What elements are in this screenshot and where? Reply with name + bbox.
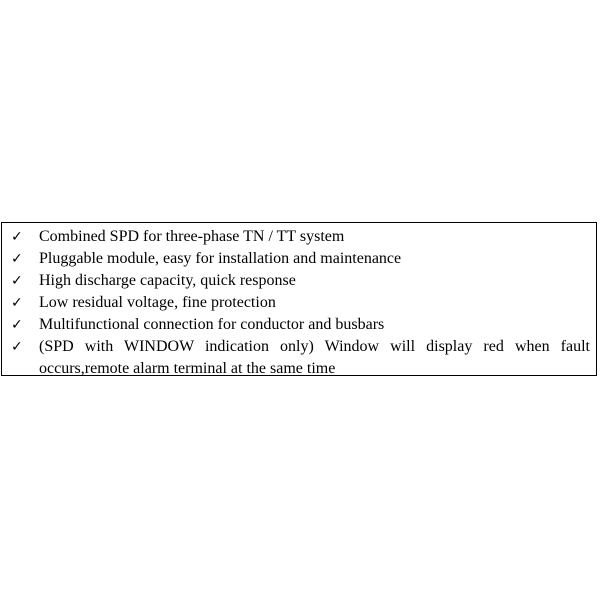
check-icon: ✓ [11, 251, 23, 267]
list-item [2, 226, 596, 248]
feature-text: Low residual voltage, fine protection [39, 294, 276, 311]
feature-list [2, 223, 596, 380]
feature-text: High discharge capacity, quick response [39, 272, 296, 289]
check-icon: ✓ [11, 317, 23, 333]
feature-text: Multifunctional connection for conductor and busbars [39, 316, 385, 333]
list-item [2, 292, 596, 314]
check-icon: ✓ [11, 273, 23, 289]
feature-text: Combined SPD for three-phase TN / TT system [39, 228, 345, 245]
list-item [2, 248, 596, 270]
feature-text [39, 336, 596, 380]
check-icon: ✓ [11, 229, 23, 245]
list-item [2, 270, 596, 292]
list-item [2, 336, 596, 380]
check-icon: ✓ [11, 339, 23, 355]
list-item [2, 314, 596, 336]
check-icon: ✓ [11, 295, 23, 311]
feature-text: Pluggable module, easy for installation and maintenance [39, 250, 402, 267]
feature-text-line-2: occurs,remote alarm terminal at the same time [39, 360, 336, 377]
feature-box [1, 222, 597, 376]
feature-text-line-1: (SPD with WINDOW indication only) Window will display red when fault [39, 338, 590, 355]
